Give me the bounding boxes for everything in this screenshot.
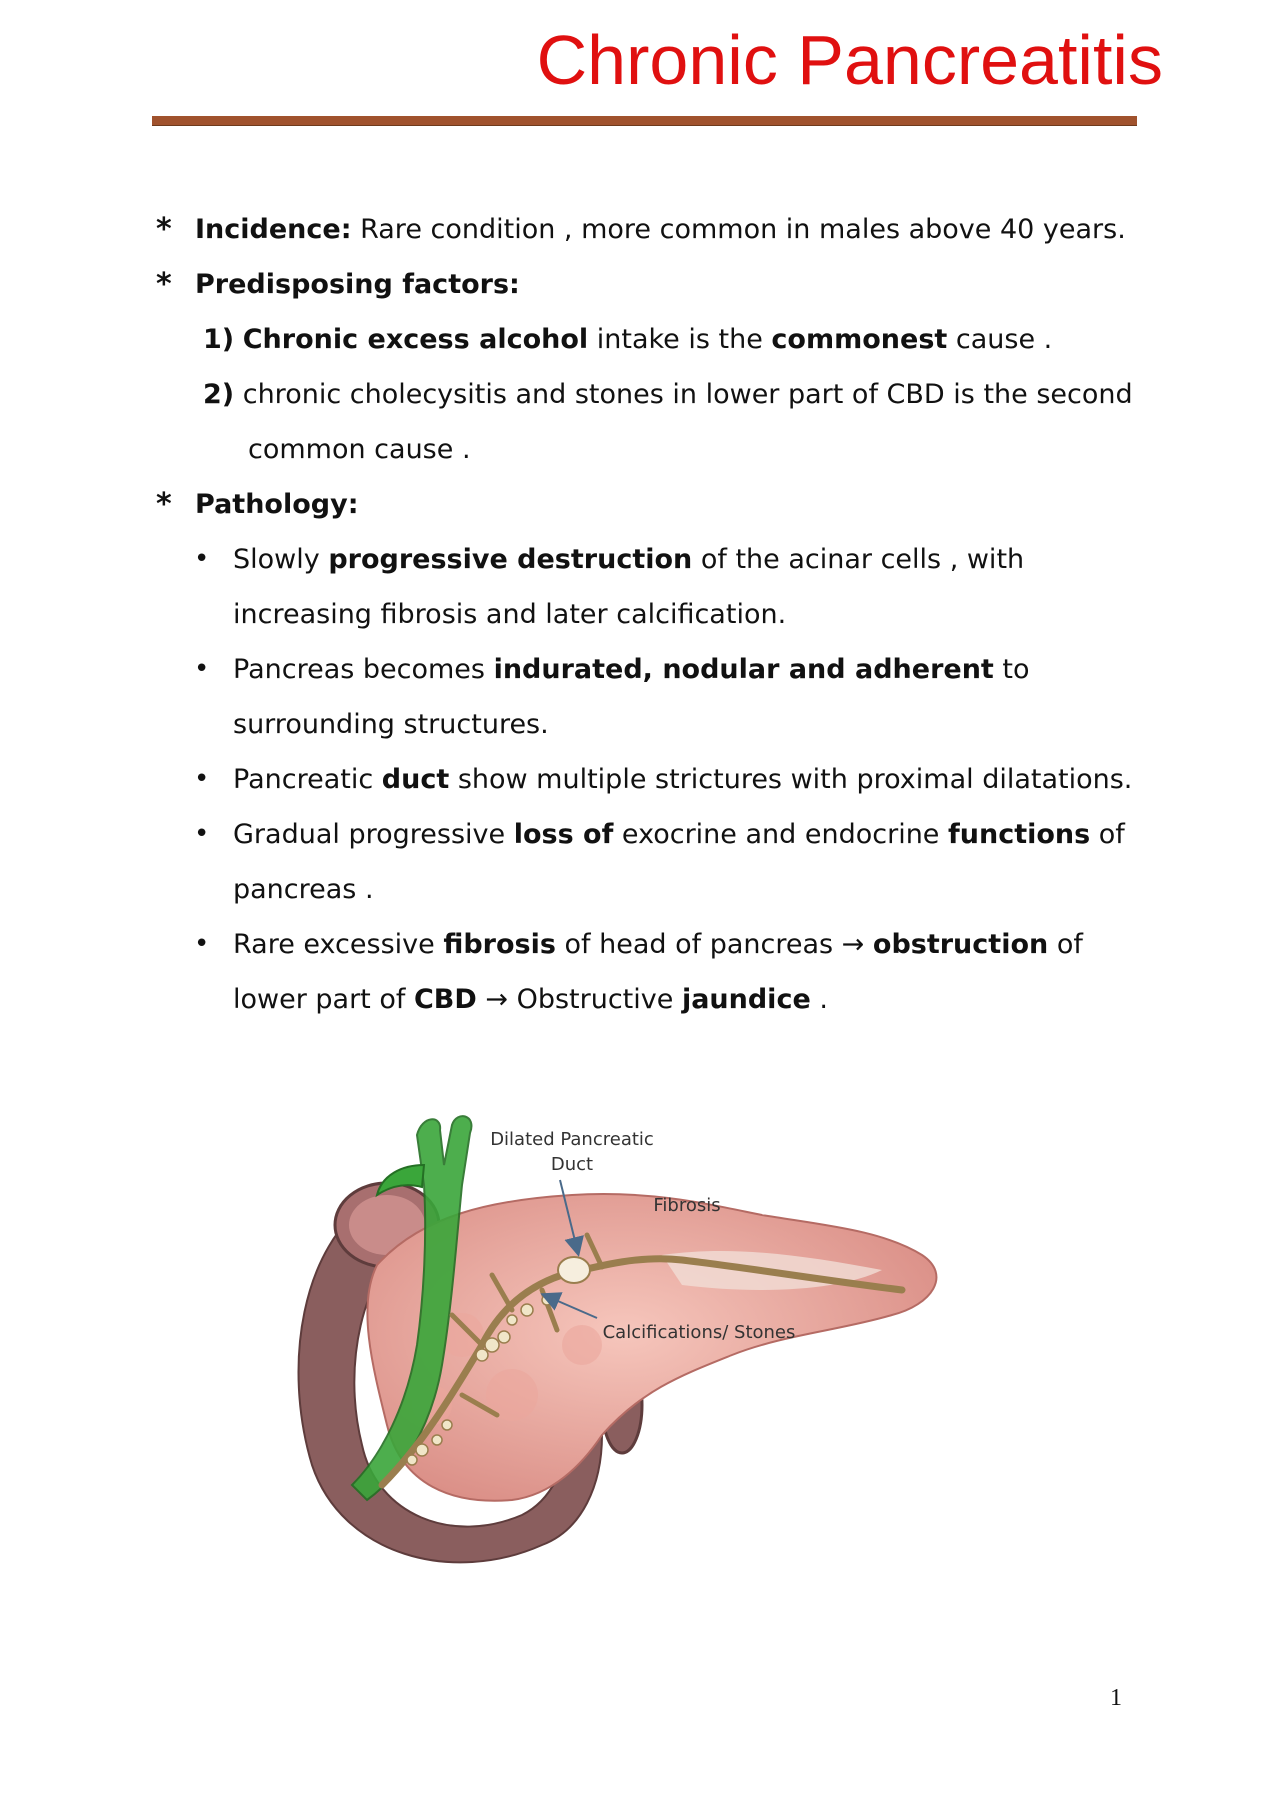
predisposing-heading — [195, 257, 520, 312]
factor-1-text-b: cause . — [947, 324, 1053, 355]
bullet-1-line2: increasing fibrosis and later calcification. — [233, 599, 787, 630]
factor-1-bold-a: Chronic excess alcohol — [242, 324, 589, 355]
pathology-bullet-4-continued — [233, 862, 374, 917]
dilated-duct-cyst — [558, 1257, 590, 1283]
bullet-4-text: Gradual progressive — [233, 819, 514, 850]
bullet-marker: • — [194, 929, 210, 959]
factor-2-number: 2) — [203, 379, 235, 410]
bullet-1-text-end: of the acinar cells , with — [692, 544, 1025, 575]
bullet-1-bold: progressive destruction — [328, 544, 693, 575]
bullet-5-line2-bold-a: CBD — [413, 984, 477, 1015]
bullet-2-text: Pancreas becomes — [233, 654, 494, 685]
factor-2-text-line1: chronic cholecysitis and stones in lower part of CBD is the second — [234, 379, 1133, 410]
page-title: Chronic Pancreatitis — [536, 21, 1163, 99]
incidence-label: Incidence: — [195, 214, 352, 245]
bullet-5-text: Rare excessive — [233, 929, 444, 960]
pathology-bullet-5-continued — [233, 972, 828, 1027]
predisposing-marker: * — [156, 267, 172, 302]
bullet-4-text-end: of — [1090, 819, 1125, 850]
pathology-bullet-1 — [233, 532, 1024, 587]
bullet-1-text: Slowly — [233, 544, 329, 575]
bullet-marker: • — [194, 819, 210, 849]
bullet-4-bold-b: functions — [948, 819, 1091, 850]
pathology-bullet-2-continued — [233, 697, 549, 752]
bullet-4-text-mid: exocrine and endocrine — [613, 819, 948, 850]
bullet-5-bold-a: fibrosis — [443, 929, 556, 960]
factor-item-2-continued — [248, 422, 471, 477]
predisposing-label: Predisposing factors: — [195, 269, 520, 300]
bullet-3-text-end: show multiple strictures with proximal dilatations. — [449, 764, 1133, 795]
lobule — [562, 1325, 602, 1365]
pathology-bullet-2 — [233, 642, 1030, 697]
factor-1-text-a: intake is the — [588, 324, 772, 355]
bullet-5-text-mid: of head of pancreas → — [555, 929, 873, 960]
pathology-bullet-5 — [233, 917, 1083, 972]
bullet-3-text: Pancreatic — [233, 764, 382, 795]
factor-item-1 — [203, 312, 1052, 367]
bullet-2-bold: indurated, nodular and adherent — [493, 654, 994, 685]
bullet-5-text-end: of — [1048, 929, 1083, 960]
pathology-bullet-3 — [233, 752, 1132, 807]
page-number: 1 — [1110, 1685, 1122, 1711]
pathology-bullet-1-continued — [233, 587, 786, 642]
pathology-marker: * — [156, 487, 172, 522]
incidence-line — [195, 202, 1126, 257]
bullet-4-line2: pancreas . — [233, 874, 374, 905]
bullet-2-text-end: to — [993, 654, 1030, 685]
bullet-2-line2: surrounding structures. — [233, 709, 549, 740]
factor-1-number: 1) — [203, 324, 235, 355]
factor-1-bold-b: commonest — [771, 324, 948, 355]
factor-item-2 — [203, 367, 1133, 422]
pathology-heading — [195, 477, 359, 532]
bullet-marker: • — [194, 544, 210, 574]
bullet-marker: • — [194, 764, 210, 794]
bullet-4-bold-a: loss of — [513, 819, 614, 850]
bullet-3-bold: duct — [381, 764, 450, 795]
label-dilated-duct-line2: Duct — [550, 1154, 594, 1175]
label-dilated-duct-line1: Dilated Pancreatic — [490, 1129, 654, 1150]
bullet-5-line2-text: lower part of — [233, 984, 414, 1015]
label-fibrosis: Fibrosis — [653, 1195, 721, 1216]
pancreas-diagram — [282, 1105, 962, 1595]
bullet-marker: • — [194, 654, 210, 684]
incidence-text: Rare condition , more common in males above 40 years. — [351, 214, 1126, 245]
pathology-bullet-4 — [233, 807, 1125, 862]
pancreas-illustration — [282, 1105, 962, 1595]
bullet-5-line2-text-mid: → Obstructive — [476, 984, 682, 1015]
title-divider — [152, 116, 1137, 126]
bullet-5-bold-b: obstruction — [872, 929, 1049, 960]
bullet-5-line2-text-end: . — [810, 984, 828, 1015]
bullet-5-line2-bold-b: jaundice — [681, 984, 811, 1015]
pathology-label: Pathology: — [195, 489, 359, 520]
incidence-marker: * — [156, 212, 172, 247]
label-calcifications: Calcifications/ Stones — [602, 1322, 796, 1343]
factor-2-text-line2: common cause . — [248, 434, 471, 465]
